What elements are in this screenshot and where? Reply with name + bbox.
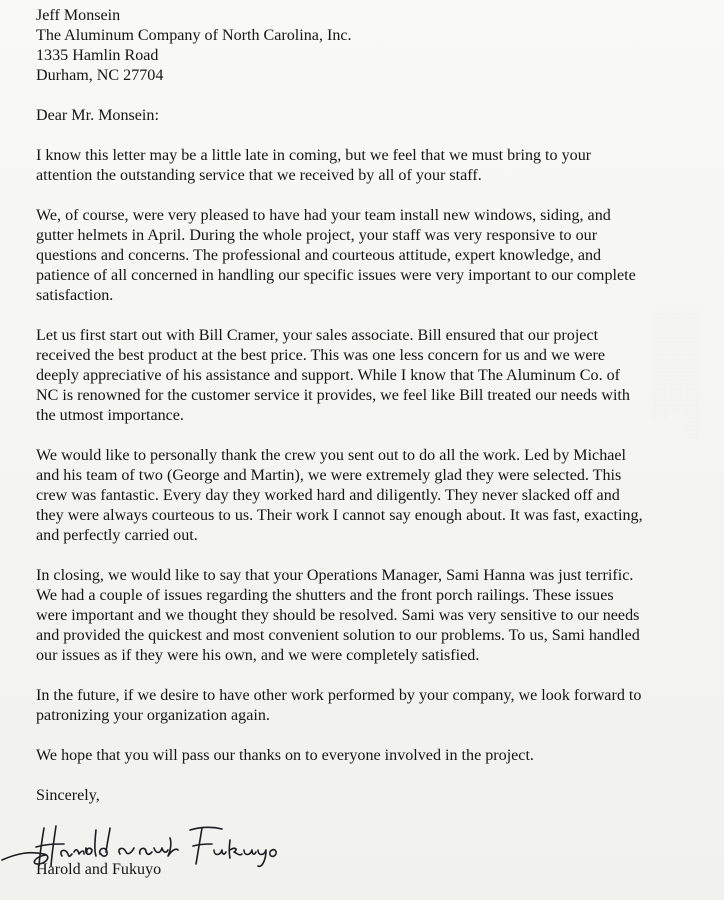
- paragraph-line: satisfaction.: [36, 287, 114, 304]
- recipient-name: Jeff Monsein: [36, 7, 121, 24]
- paragraph-line: the utmost importance.: [36, 407, 184, 424]
- paragraph-line: We, of course, were very pleased to have had your team install new windows, siding, and: [36, 207, 611, 224]
- reverse-side-bleed: ░░░░░░░░░░░░░░ ░░░░░░░░░░░ ░░░░░░░░░░░░: [653, 310, 700, 439]
- paragraph-line: NC is renowned for the customer service it provides, we feel like Bill treated our needs with: [36, 387, 630, 404]
- signer-name: Harold and Fukuyo: [36, 861, 162, 878]
- paragraph-line: and provided the quickest and most convenient solution to our problems. To us, Sami handled: [36, 627, 640, 644]
- paragraph-line: and his team of two (George and Martin), we were extremely glad they were selected. This: [36, 467, 622, 484]
- paragraph-1: [36, 146, 716, 186]
- paragraph-line: We would like to personally thank the crew you sent out to do all the work. Led by Michael: [36, 447, 627, 464]
- closing: Sincerely,: [36, 787, 100, 804]
- paragraph-6: [36, 686, 716, 726]
- paragraph-line: I know this letter may be a little late in coming, but we feel that we must bring to your: [36, 147, 592, 164]
- paragraph-line: attention the outstanding service that we received by all of your staff.: [36, 167, 482, 184]
- recipient-city: Durham, NC 27704: [36, 67, 164, 84]
- paragraph-line: We hope that you will pass our thanks on to everyone involved in the project.: [36, 747, 534, 764]
- paragraph-line: We had a couple of issues regarding the shutters and the front porch railings. These issues: [36, 587, 614, 604]
- paragraph-3: [36, 326, 716, 426]
- letter-body: [36, 6, 716, 880]
- paragraph-7: [36, 746, 716, 766]
- paragraph-line: they were always courteous to us. Their work I cannot say enough about. It was fast, exacting,: [36, 507, 643, 524]
- paragraph-line: Let us first start out with Bill Cramer, your sales associate. Bill ensured that our project: [36, 327, 599, 344]
- recipient-address: [36, 6, 716, 86]
- paragraph-line: patience of all concerned in handling our specific issues were very important to our complete: [36, 267, 636, 284]
- paragraph-line: crew was fantastic. Every day they worked hard and diligently. They never slacked off and: [36, 487, 620, 504]
- paragraph-line: and perfectly carried out.: [36, 527, 198, 544]
- paragraph-5: [36, 566, 716, 666]
- paragraph-line: gutter helmets in April. During the whole project, your staff was very responsive to our: [36, 227, 598, 244]
- paragraph-line: questions and concerns. The professional and courteous attitude, expert knowledge, and: [36, 247, 602, 264]
- recipient-company: The Aluminum Company of North Carolina, Inc.: [36, 27, 352, 44]
- handwritten-signature: [0, 820, 300, 890]
- salutation: Dear Mr. Monsein:: [36, 107, 159, 124]
- recipient-street: 1335 Hamlin Road: [36, 47, 159, 64]
- paragraph-line: received the best product at the best price. This was one less concern for us and we were: [36, 347, 606, 364]
- paragraph-2: [36, 206, 716, 306]
- paragraph-line: In closing, we would like to say that your Operations Manager, Sami Hanna was just terrific.: [36, 567, 634, 584]
- paragraph-4: [36, 446, 716, 546]
- paragraph-line: patronizing your organization again.: [36, 707, 270, 724]
- paragraph-line: deeply appreciative of his assistance and support. While I know that The Aluminum Co. of: [36, 367, 621, 384]
- paragraph-line: In the future, if we desire to have other work performed by your company, we look forward to: [36, 687, 642, 704]
- paragraph-line: our issues as if they were his own, and we were completely satisfied.: [36, 647, 480, 664]
- paragraph-line: were important and we thought they should be resolved. Sami was very sensitive to our needs: [36, 607, 640, 624]
